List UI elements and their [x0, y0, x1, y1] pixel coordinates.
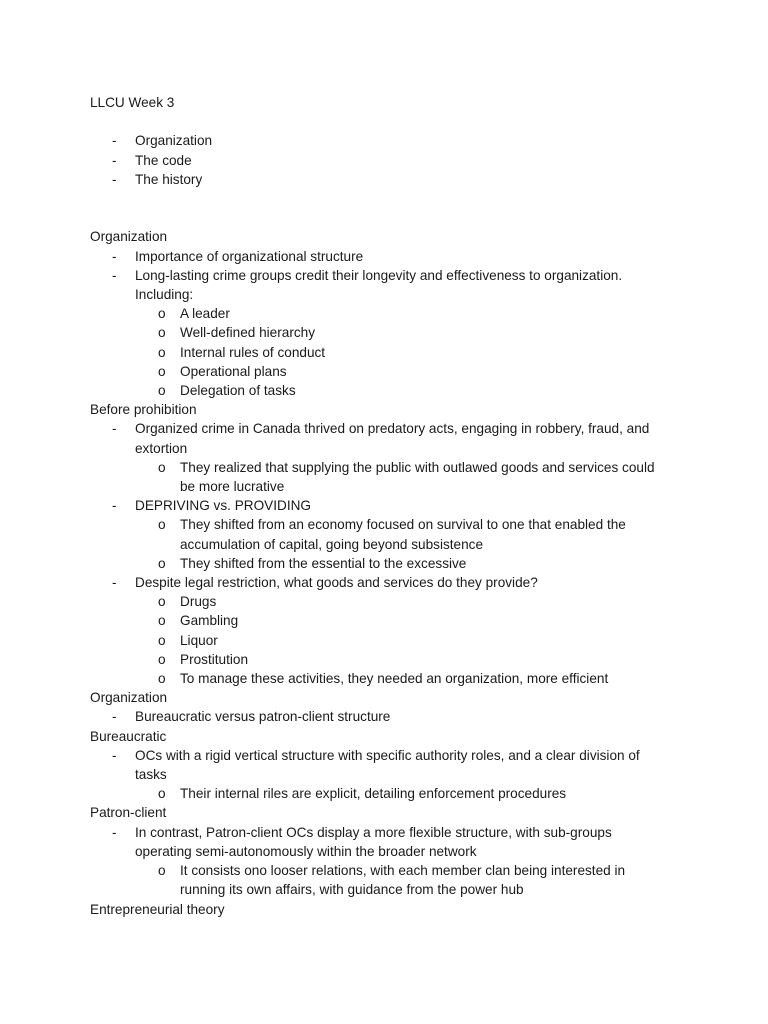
section-heading: Entrepreneurial theory	[90, 901, 225, 917]
sub-bullet-item: o A leader	[90, 304, 690, 323]
section-heading: Patron-client	[90, 805, 167, 821]
bullet-continuation: extortion	[135, 440, 188, 456]
circle-marker: o	[158, 383, 166, 399]
circle-marker: o	[158, 306, 166, 322]
dash-marker: -	[112, 709, 117, 725]
bullet-continuation: tasks	[135, 767, 167, 783]
sub-bullet-item: o To manage these activities, they needed an organization, more efficient	[90, 669, 690, 688]
sub-bullet-item: o Internal rules of conduct	[90, 343, 690, 362]
dash-marker: -	[112, 133, 117, 149]
bullet-item: - Bureaucratic versus patron-client structure	[90, 707, 690, 726]
dash-marker: -	[112, 747, 117, 763]
circle-marker: o	[158, 344, 166, 360]
section-heading: Organization	[90, 690, 168, 706]
sub-bullet-item: o Well-defined hierarchy	[90, 323, 690, 342]
sub-bullet-item: o It consists ono looser relations, with each member clan being interested in	[90, 861, 690, 880]
bullet-item: - In contrast, Patron-client OCs display a more flexible structure, with sub-groups	[90, 823, 690, 842]
circle-marker: o	[158, 459, 166, 475]
dash-marker: -	[112, 498, 117, 514]
circle-marker: o	[158, 671, 166, 687]
topic-item: - Organization	[90, 131, 690, 150]
sub-bullet-item: o Operational plans	[90, 362, 690, 381]
spacer	[90, 189, 690, 227]
document-page	[90, 93, 690, 919]
circle-marker: o	[158, 651, 166, 667]
dash-marker: -	[112, 248, 117, 264]
sub-bullet-continuation: running its own affairs, with guidance from the power hub	[180, 882, 524, 898]
circle-marker: o	[158, 613, 166, 629]
document-title: LLCU Week 3	[90, 95, 175, 110]
section-heading: Before prohibition	[90, 402, 197, 418]
sub-bullet-continuation: be more lucrative	[180, 479, 285, 495]
circle-marker: o	[158, 786, 166, 802]
circle-marker: o	[158, 325, 166, 341]
circle-marker: o	[158, 632, 166, 648]
sub-bullet-item: o Their internal riles are explicit, detailing enforcement procedures	[90, 784, 690, 803]
sub-bullet-item: o Delegation of tasks	[90, 381, 690, 400]
dash-marker: -	[112, 267, 117, 283]
spacer	[90, 112, 690, 131]
dash-marker: -	[112, 575, 117, 591]
circle-marker: o	[158, 863, 166, 879]
bullet-item: - DEPRIVING vs. PROVIDING	[90, 496, 690, 515]
sub-bullet-item: o They shifted from the essential to the excessive	[90, 554, 690, 573]
dash-marker: -	[112, 152, 117, 168]
bullet-item: - Importance of organizational structure	[90, 247, 690, 266]
bullet-item: - Long-lasting crime groups credit their longevity and effectiveness to organization.	[90, 266, 690, 285]
dash-marker: -	[112, 824, 117, 840]
bullet-continuation: Including:	[135, 287, 194, 302]
bullet-continuation: operating semi-autonomously within the broader network	[135, 843, 477, 859]
sub-bullet-item: o They realized that supplying the public with outlawed goods and services could	[90, 458, 690, 477]
dash-marker: -	[112, 421, 117, 437]
circle-marker: o	[158, 555, 166, 571]
section-heading: Organization	[90, 229, 168, 245]
sub-bullet-continuation: accumulation of capital, going beyond subsistence	[180, 536, 484, 552]
sub-bullet-item: o Prostitution	[90, 650, 690, 669]
circle-marker: o	[158, 363, 166, 379]
topic-item: - The code	[90, 151, 690, 170]
bullet-item: - Organized crime in Canada thrived on predatory acts, engaging in robbery, fraud, and	[90, 419, 690, 438]
sub-bullet-item: o Liquor	[90, 631, 690, 650]
circle-marker: o	[158, 517, 166, 533]
circle-marker: o	[158, 594, 166, 610]
sub-bullet-item: o They shifted from an economy focused on survival to one that enabled the	[90, 515, 690, 534]
section-heading: Bureaucratic	[90, 728, 167, 744]
topic-item: - The history	[90, 170, 690, 189]
bullet-item: - Despite legal restriction, what goods and services do they provide?	[90, 573, 690, 592]
sub-bullet-item: o Gambling	[90, 611, 690, 630]
dash-marker: -	[112, 171, 117, 187]
sub-bullet-item: o Drugs	[90, 592, 690, 611]
bullet-item: - OCs with a rigid vertical structure with specific authority roles, and a clear division of	[90, 746, 690, 765]
